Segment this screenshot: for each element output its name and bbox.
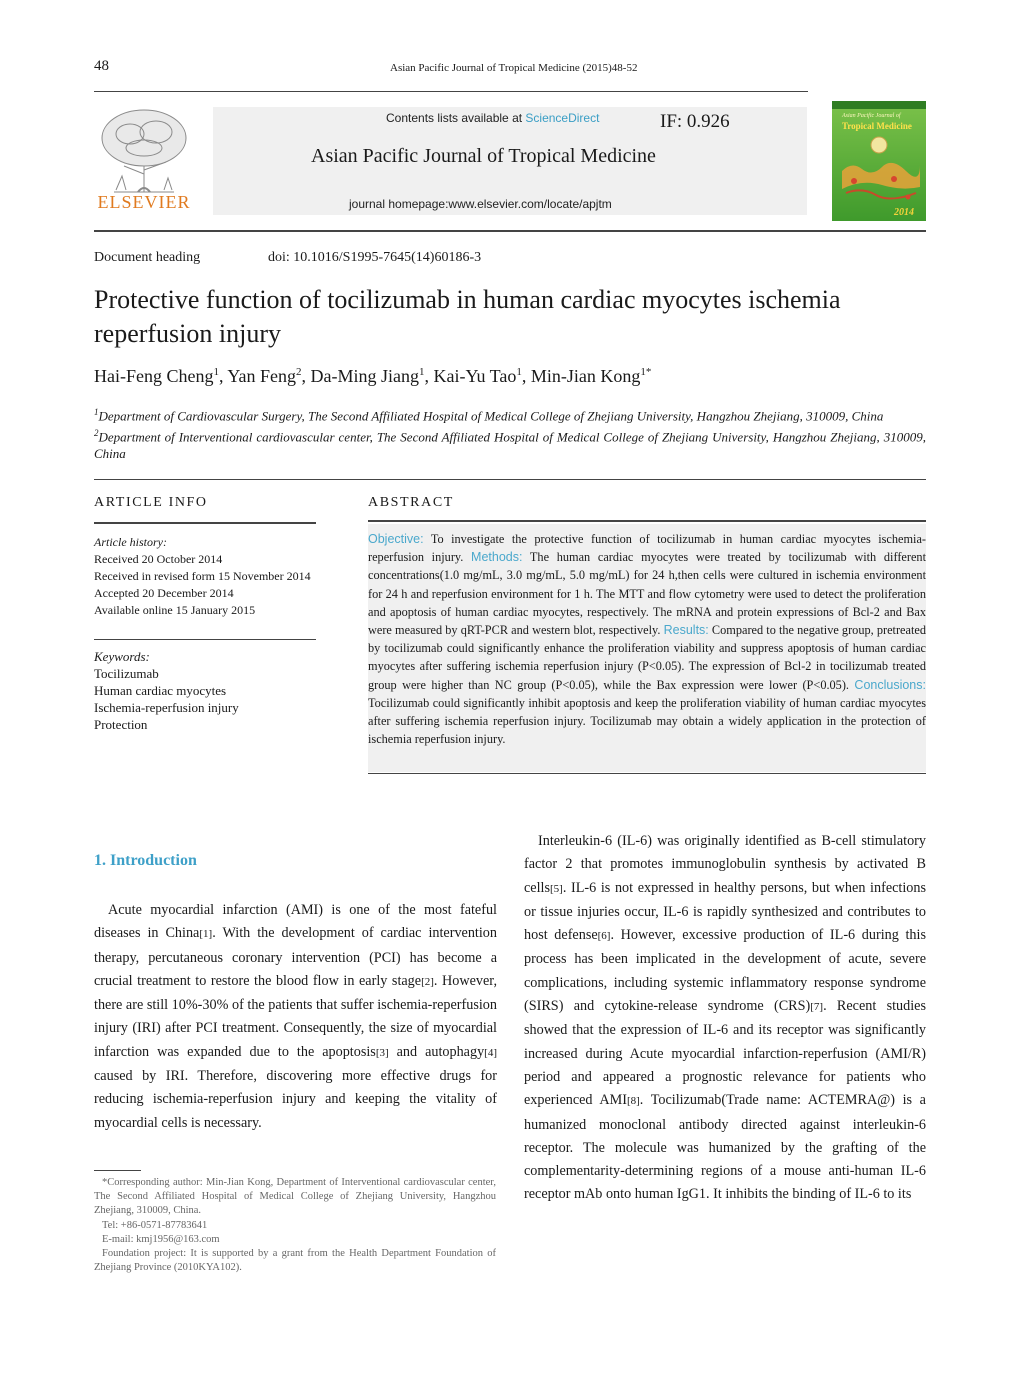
author-affiliation-mark: 1* — [640, 366, 652, 378]
author-separator: , — [301, 366, 311, 386]
affiliation-text: Department of Cardiovascular Surgery, The Second Affiliated Hospital of Medical College of Zhejiang University, Hangzhou Zhejiang, 310009, China — [98, 408, 884, 424]
keyword-item: Ischemia-reperfusion injury — [94, 700, 239, 715]
citation-ref[interactable]: [7] — [810, 1001, 824, 1014]
contents-prefix: Contents lists available at — [386, 111, 526, 125]
contents-availability — [386, 111, 599, 125]
abstract-heading: ABSTRACT — [368, 495, 454, 510]
citation-ref[interactable]: [8] — [626, 1095, 640, 1108]
author-telephone: Tel: +86-0571-87783641 — [102, 1219, 208, 1231]
body-text: Acute myocardial infarction (AMI) is one of the most fateful diseases in China — [94, 902, 497, 942]
masthead-rule — [94, 230, 926, 232]
section-heading-introduction: 1. Introduction — [94, 852, 197, 869]
affiliation-text: Department of Interventional cardiovascular center, The Second Affiliated Hospital of Medical College of Zhejiang University, Hangzhou Zhejiang, 310009, China — [94, 429, 926, 461]
elsevier-wordmark: ELSEVIER — [97, 192, 191, 212]
body-text: . Tocilizumab(Trade name: ACTEMRA@) is a humanized monoclonal antibody directed against interleukin-6 receptor. The molecule was humanized by the grafting of the complementarity-determining regions of a mouse anti-human IL-6 receptor mAb onto human IgG1. It inhibits the binding of IL-6 to its — [524, 1092, 926, 1203]
footnote-rule — [94, 1170, 141, 1171]
author-separator: , — [218, 366, 228, 386]
citation-ref[interactable]: [3] — [375, 1046, 389, 1059]
affiliation-item — [94, 425, 926, 462]
elsevier-logo — [94, 104, 194, 216]
author-affiliation-mark: 1 — [419, 366, 425, 378]
abstract-conclusions: Tocilizumab could significantly inhibit apoptosis and keep the proliferation viability of human cardiac myocytes after suffering ischemia reperfusion injury. Tocilizumab may obtain a widely application in the protection of ischemia reperfusion injury. — [368, 695, 926, 747]
affiliation-rule — [94, 479, 926, 480]
right-column-paragraph — [524, 830, 926, 1207]
keywords-list — [94, 648, 324, 733]
abstract-results: Compared to the negative group, pretreated by tocilizumab could significantly enhance the proliferation viability and suppress apoptosis of human cardiac myocytes after suffering ischemia reperfusion injury (P<0.05). The expression of Bcl-2 in tocilizumab treated group were higher than NC group (P<0.05), while the Bax expression were lower (P<0.05). — [368, 623, 926, 692]
cover-title-line1: Asian Pacific Journal of — [842, 113, 901, 119]
abstract-rule — [368, 520, 926, 522]
body-text: caused by IRI. Therefore, discovering more effective drugs for reducing ischemia-reperfusion injury and keeping the vitality of myocardial cells is necessary. — [94, 1068, 497, 1131]
abstract-methods-label: Methods: — [471, 550, 523, 565]
author-affiliation-mark: 1 — [516, 366, 522, 378]
history-item: Received 20 October 2014 — [94, 552, 223, 566]
abstract-bottom-rule — [368, 773, 926, 774]
author-name: Min-Jian Kong — [530, 366, 641, 386]
affiliations — [94, 404, 926, 462]
impact-factor: IF: 0.926 — [660, 111, 730, 132]
cover-year: 2014 — [894, 207, 914, 218]
journal-cover-icon — [832, 101, 926, 221]
article-info-heading: ARTICLE INFO — [94, 495, 208, 510]
foundation-project-note: Foundation project: It is supported by a grant from the Health Department Foundation of Zhejiang Province (2010KYA102). — [94, 1248, 496, 1274]
body-text: . Recent studies showed that the expression of IL-6 and its receptor was significantly increased during Acute myocardial infarction-reperfusion (AMI/R) period and appeared a prognostic relevance for patients who experienced AMI — [524, 998, 926, 1109]
body-text: . With the development of cardiac intervention therapy, percutaneous coronary intervention (PCI) has become a crucial treatment to restore the blood flow in early stage — [94, 925, 497, 989]
author-list — [94, 366, 651, 387]
citation-ref[interactable]: [5] — [550, 882, 563, 895]
article-history — [94, 534, 324, 619]
body-text: Interleukin-6 (IL-6) was originally identified as B-cell stimulatory factor 2 that promotes immunoglobulin synthesis by activated B cells — [524, 833, 926, 896]
article-info-rule — [94, 522, 316, 524]
author-name: Da-Ming Jiang — [310, 366, 419, 386]
abstract-conclusions-label: Conclusions: — [854, 677, 926, 692]
abstract-methods: The human cardiac myocytes were treated by tocilizumab with different concentrations(1.0 mg/mL, 3.0 mg/mL, 5.0 mg/mL) for 24 h,then cells were cultured in ischemia environment for 24 h and reperfusion environment for 1 h. The MTT and flow cytometry were used to detect the proliferation and apoptosis of human cardiac myocytes, respectively. The mRNA and protein expressions of Bcl-2 and Bax were measured by qRT-PCR and western blot, respectively. — [368, 550, 926, 638]
author-separator: , — [424, 366, 434, 386]
footnotes — [94, 1176, 496, 1275]
keyword-item: Tocilizumab — [94, 666, 159, 681]
cover-title-line2: Tropical Medicine — [842, 121, 912, 131]
running-journal-citation: Asian Pacific Journal of Tropical Medicine (2015)48-52 — [390, 62, 638, 74]
keyword-item: Protection — [94, 717, 148, 732]
intro-paragraph — [94, 899, 497, 1135]
author-email[interactable]: E-mail: kmj1956@163.com — [102, 1233, 220, 1245]
journal-homepage[interactable]: journal homepage:www.elsevier.com/locate/apjtm — [349, 197, 612, 211]
author-name: Hai-Feng Cheng — [94, 366, 214, 386]
citation-ref[interactable]: [1] — [199, 928, 213, 941]
affiliation-mark: 2 — [94, 427, 99, 438]
history-label: Article history: — [94, 535, 167, 549]
article-title: Protective function of tocilizumab in human cardiac myocytes ischemia reperfusion injury — [94, 285, 841, 348]
citation-ref[interactable]: [2] — [421, 975, 434, 988]
history-item: Received in revised form 15 November 2014 — [94, 569, 311, 583]
page-number: 48 — [94, 58, 109, 74]
body-text: . However, excessive production of IL-6 during this process has been implicated in the development of acute, severe complications, including systemic inflammatory response syndrome (SIRS) and cytokine-release syndrome (CRS) — [524, 927, 926, 1015]
affiliation-mark: 1 — [94, 407, 99, 417]
history-item: Available online 15 January 2015 — [94, 603, 256, 617]
keywords-rule — [94, 639, 316, 640]
corresponding-author-note: *Corresponding author: Min-Jian Kong, Department of Interventional cardiovascular center, The Second Affiliated Hospital of Medical College of Zhejiang University, Hangzhou Zhejiang, 310009, China. — [94, 1177, 496, 1217]
abstract-text — [368, 530, 926, 748]
document-heading-label: Document heading — [94, 250, 201, 265]
citation-ref[interactable]: [6] — [597, 930, 611, 943]
body-text: and autophagy — [388, 1043, 485, 1060]
abstract-results-label: Results: — [663, 623, 709, 638]
author-separator: , — [521, 366, 531, 386]
sciencedirect-link[interactable]: ScienceDirect — [525, 111, 600, 125]
author-name: Yan Feng — [227, 366, 297, 386]
author-name: Kai-Yu Tao — [433, 366, 517, 386]
body-text: . IL-6 is not expressed in healthy persons, but when infections or tissue injuries occur, IL-6 is rapidly synthesized and contributes to host defense — [524, 879, 926, 944]
keywords-label: Keywords: — [94, 649, 150, 664]
abstract-objective: To investigate the protective function of tocilizumab in human cardiac myocytes ischemia-reperfusion injury. — [368, 532, 926, 565]
header-rule — [94, 91, 808, 92]
author-affiliation-mark: 2 — [296, 366, 302, 378]
body-text: . However, there are still 10%-30% of the patients that suffer ischemia-reperfusion injury (IRI) after PCI treatment. Consequently, the size of myocardial infarction was expanded due to the apoptosis — [94, 972, 497, 1060]
abstract-objective-label: Objective: — [368, 532, 424, 546]
citation-ref[interactable]: [4] — [484, 1046, 497, 1059]
history-item: Accepted 20 December 2014 — [94, 586, 234, 600]
affiliation-item — [94, 404, 926, 425]
journal-cover-image — [832, 101, 926, 221]
author-affiliation-mark: 1 — [213, 366, 219, 378]
journal-title: Asian Pacific Journal of Tropical Medicine — [311, 145, 656, 167]
keyword-item: Human cardiac myocytes — [94, 683, 227, 698]
doi[interactable]: doi: 10.1016/S1995-7645(14)60186-3 — [268, 250, 482, 265]
